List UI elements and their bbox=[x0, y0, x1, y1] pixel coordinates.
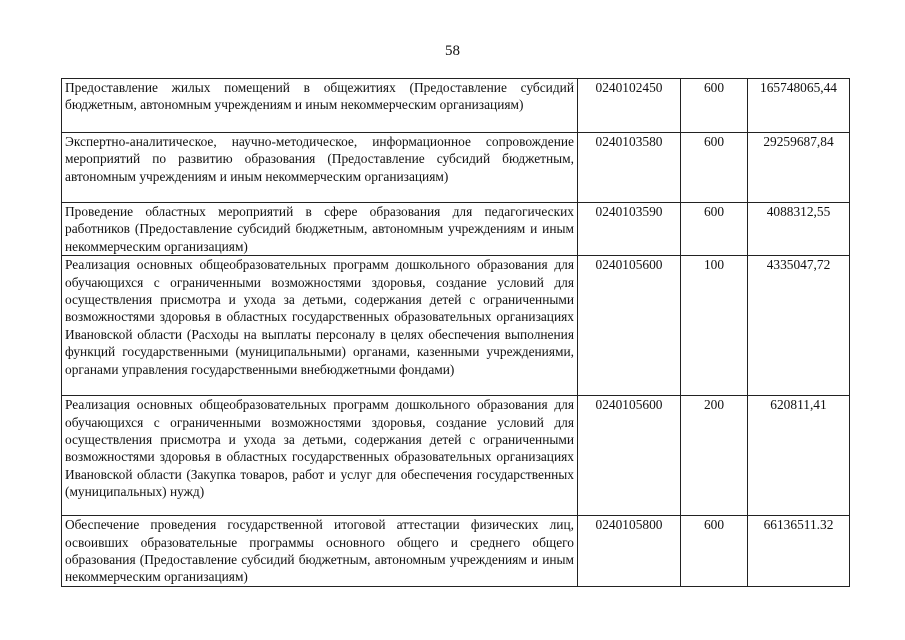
row-description: Экспертно-аналитическое, научно-методическое, информационное сопровождение мероприятий по развитию образования (Предоставление субсидий бюджетным, автономным учреждениям и иным некоммерческим организациям) bbox=[62, 133, 578, 203]
row-expense-type: 200 bbox=[681, 396, 748, 516]
row-amount: 66136511.32 bbox=[748, 516, 850, 587]
page-number: 58 bbox=[445, 43, 460, 59]
row-target-code: 0240105800 bbox=[578, 516, 681, 587]
row-expense-type: 100 bbox=[681, 256, 748, 396]
row-expense-type: 600 bbox=[681, 133, 748, 203]
row-amount: 620811,41 bbox=[748, 396, 850, 516]
row-expense-type: 600 bbox=[681, 516, 748, 587]
table-row bbox=[62, 79, 850, 133]
row-description: Проведение областных мероприятий в сфере образования для педагогических работников (Предоставление субсидий бюджетным, автономным учреждениям и иным некоммерческим организациям) bbox=[62, 203, 578, 256]
row-target-code: 0240105600 bbox=[578, 396, 681, 516]
budget-table bbox=[61, 78, 850, 587]
row-target-code: 0240105600 bbox=[578, 256, 681, 396]
table-row bbox=[62, 396, 850, 516]
table-row bbox=[62, 516, 850, 587]
row-description: Обеспечение проведения государственной итоговой аттестации физических лиц, освоивших образовательные программы основного общего и среднего общего образования (Предоставление субсидий бюджетным, автономным учреждениям и иным некоммерческим организациям) bbox=[62, 516, 578, 587]
row-amount: 4335047,72 bbox=[748, 256, 850, 396]
row-description: Реализация основных общеобразовательных программ дошкольного образования для обучающихся с ограниченными возможностями здоровья, создание условий для осуществления присмотра и ухода за детьми, содержания детей с ограниченными возможностями здоровья в областных государственных образовательных организациях Ивановской области (Расходы на выплаты персоналу в целях обеспечения выполнения функций государственными (муниципальными) органами, казенными учреждениями, органами управления государственными внебюджетными фондами) bbox=[62, 256, 578, 396]
row-target-code: 0240102450 bbox=[578, 79, 681, 133]
row-expense-type: 600 bbox=[681, 79, 748, 133]
row-target-code: 0240103590 bbox=[578, 203, 681, 256]
row-amount: 29259687,84 bbox=[748, 133, 850, 203]
table-row bbox=[62, 203, 850, 256]
row-amount: 4088312,55 bbox=[748, 203, 850, 256]
table-row bbox=[62, 256, 850, 396]
row-description: Реализация основных общеобразовательных программ дошкольного образования для обучающихся с ограниченными возможностями здоровья, создание условий для осуществления присмотра и ухода за детьми, содержания детей с ограниченными возможностями здоровья в областных государственных образовательных организациях Ивановской области (Закупка товаров, работ и услуг для обеспечения государственных (муниципальных) нужд) bbox=[62, 396, 578, 516]
row-expense-type: 600 bbox=[681, 203, 748, 256]
row-amount: 165748065,44 bbox=[748, 79, 850, 133]
row-description: Предоставление жилых помещений в общежитиях (Предоставление субсидий бюджетным, автономным учреждениям и иным некоммерческим организациям) bbox=[62, 79, 578, 133]
table-row bbox=[62, 133, 850, 203]
row-target-code: 0240103580 bbox=[578, 133, 681, 203]
